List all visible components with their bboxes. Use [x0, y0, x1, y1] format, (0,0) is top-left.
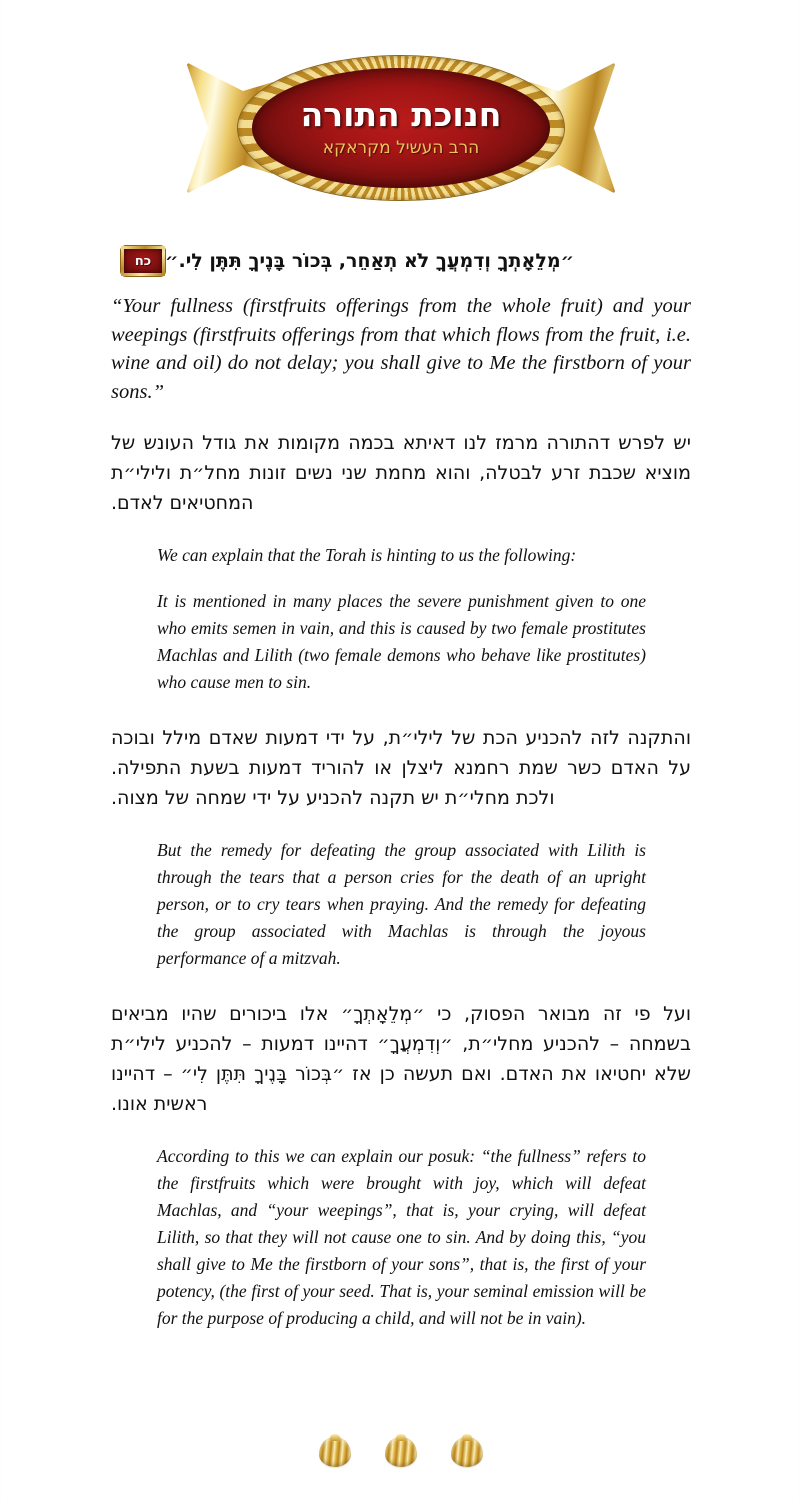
header-banner — [1, 52, 800, 204]
hebrew-paragraph-2: והתקנה לזה להכניע הכת של לילי״ת, על ידי דמעות שאדם מילל ובוכה על האדם כשר שמת רחמנא ליצלן או להוריד דמעות בשעת התפילה. ולכת מחלי״ת יש תקנה להכניע על ידי שמחה של מצוה. — [111, 727, 691, 809]
verse-hebrew-text: ״מְלֵאָתְךָ וְדִמְעֲךָ לֹא תְאַחֵר, בְּכוֹר בָּנֶיךָ תִּתֶּן לִי.״ — [165, 250, 575, 272]
chapter-badge — [121, 246, 165, 276]
scallop-shell-icon — [385, 1437, 417, 1467]
english-paragraph-3: According to this we can explain our posuk: “the fullness” refers to the firstfruits which were brought with joy, which will defeat Machlas, and “your weepings”, that is, your crying, will defeat Lilith, so that they will not cause one to sin. And by doing this, “you shall give to Me the firstborn of your sons”, that is, the first of your potency, (the first of your seed. That is, your seminal emission will be for the purpose of producing a child, and will not be in vain). — [157, 1146, 646, 1328]
banner-subtitle: הרב העשיל מקראקא — [322, 138, 480, 159]
hebrew-paragraph-3: ועל פי זה מבואר הפסוק, כי ״מְלֵאָתְךָ״ אלו ביכורים שהיו מביאים בשמחה – להכניע מחלי״ת, ״וְדִמְעֲךָ״ דהיינו דמעות – להכניע לילי״ת שלא יחטיאו את האדם. ואם תעשה כן אז ״בְּכוֹר בָּנֶיךָ תִּתֶּן לִי״ – דהיינו ראשית אונו. — [111, 1003, 691, 1115]
chapter-badge-label: כח — [134, 253, 152, 269]
verse-row — [111, 246, 691, 276]
hebrew-paragraph-1: יש לפרש דהתורה מרמז לנו דאיתא בכמה מקומות את גודל העונש של מוציא שכבת זרע לבטלה, והוא מחמת שני נשים זונות מחל״ת ולילי״ת המחטיאים לאדם. — [111, 432, 691, 514]
english-paragraph-2: But the remedy for defeating the group associated with Lilith is through the tears that a person cries for the death of an upright person, or to cry tears when praying. And the remedy for defeating the group associated with Machlas is through the joyous performance of a mitzvah. — [157, 840, 646, 968]
verse-translation: “Your fullness (firstfruits offerings from the whole fruit) and your weepings (firstfruits offerings from that which flows from the fruit, i.e. wine and oil) do not delay; you shall give to Me the firstborn of your sons.” — [111, 295, 691, 403]
scallop-shell-icon — [319, 1437, 351, 1467]
banner-graphic — [186, 54, 616, 202]
footer-ornaments — [1, 1437, 800, 1467]
banner-text-group — [252, 68, 550, 188]
english-paragraph-1a: We can explain that the Torah is hinting to us the following: — [157, 545, 577, 565]
banner-title: חנוכת התורה — [300, 94, 502, 134]
main-content — [1, 292, 800, 1332]
english-paragraph-1b: It is mentioned in many places the severe punishment given to one who emits semen in vain, and this is caused by two female prostitutes Machlas and Lilith (two female demons who behave like prostitutes) who cause men to sin. — [157, 591, 646, 692]
scallop-shell-icon — [451, 1437, 483, 1467]
